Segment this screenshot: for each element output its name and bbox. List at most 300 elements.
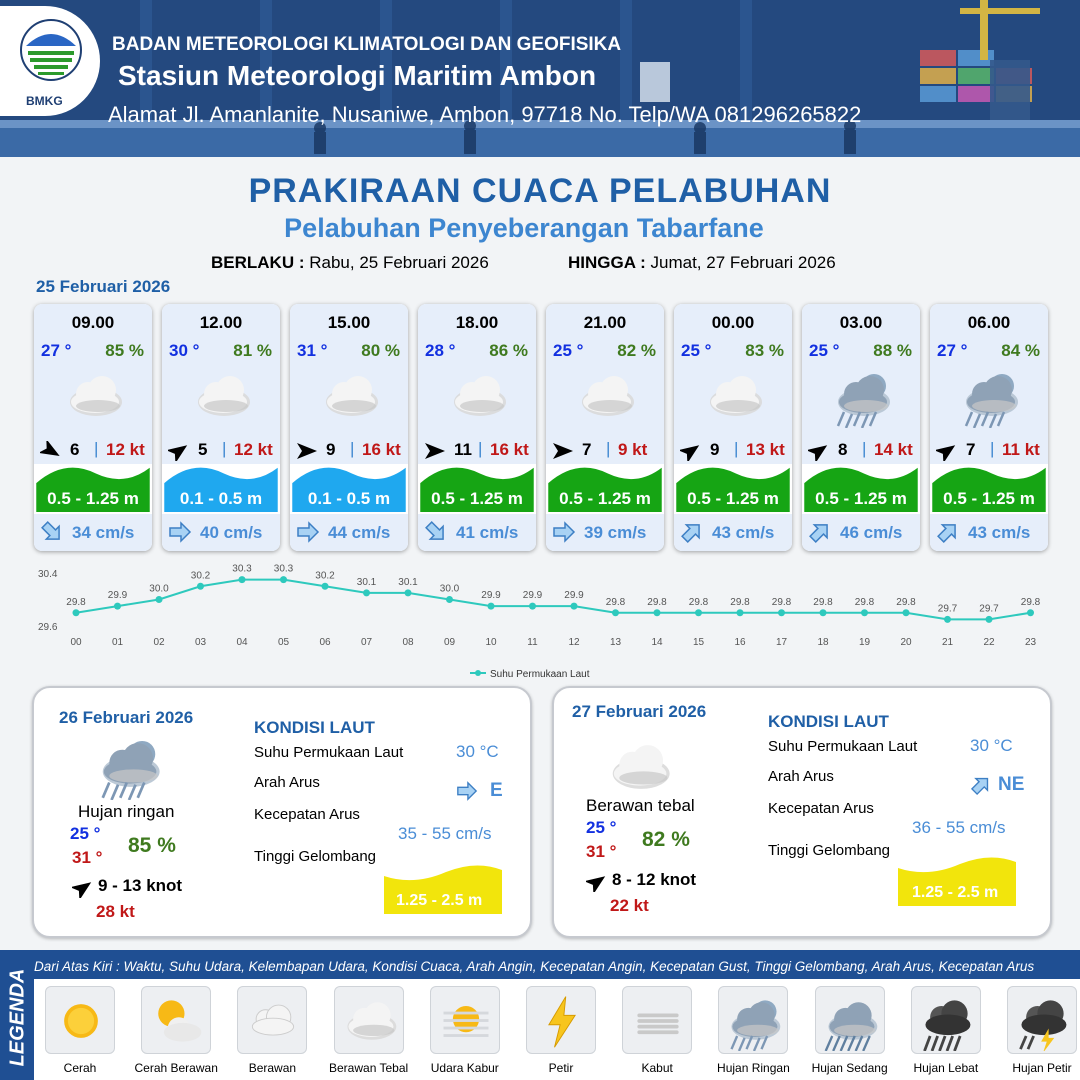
wind-arrow [552, 441, 574, 461]
data-point [239, 576, 246, 583]
x-tick-label: 19 [858, 637, 871, 648]
x-tick-label: 02 [153, 637, 165, 648]
air-temperature: 30 ° [169, 341, 200, 360]
port-name: Pelabuhan Penyeberangan Tabarfane [284, 213, 764, 243]
x-tick-label: 08 [402, 637, 414, 648]
legend-item [334, 986, 404, 1054]
gust-speed: 16 kt [362, 440, 401, 459]
data-point [114, 603, 121, 610]
forecast-time: 06.00 [967, 313, 1011, 332]
lightning-icon [532, 991, 592, 1051]
legend [0, 950, 1080, 1080]
forecast-time: 15.00 [327, 313, 371, 332]
overcast-icon [340, 991, 400, 1051]
current-direction-label: Arah Arus [254, 774, 320, 791]
wind-arrow [936, 441, 958, 461]
wave-height: 0.5 - 1.25 m [47, 489, 139, 508]
forecast-time: 12.00 [199, 313, 243, 332]
wind-speed: 7 [966, 440, 976, 459]
data-point [197, 583, 204, 590]
legend-title-box [6, 960, 30, 1075]
data-label: 29.8 [896, 596, 916, 608]
x-tick-label: 21 [941, 637, 954, 648]
x-tick-label: 03 [194, 637, 207, 648]
wind-direction-icon [586, 872, 608, 892]
legend-item [622, 986, 692, 1054]
current-arrow [296, 520, 320, 544]
current-row [34, 514, 152, 551]
x-tick-label: 15 [692, 637, 705, 648]
legend-item [526, 986, 596, 1054]
air-temperature: 31 ° [297, 341, 328, 360]
humidity: 80 % [361, 341, 400, 360]
wind-row [802, 438, 920, 464]
current-direction-value: E [490, 780, 503, 801]
current-direction-label: Arah Arus [768, 768, 834, 785]
x-tick-label: 14 [651, 637, 663, 648]
day1-date: 25 Februari 2026 [36, 277, 171, 296]
x-tick-label: 01 [111, 637, 124, 648]
separator: | [478, 439, 483, 458]
daily-weather-icon [604, 732, 674, 802]
x-tick-label: 09 [443, 637, 456, 648]
sea-condition-title: KONDISI LAUT [768, 712, 889, 731]
current-arrow [936, 520, 960, 544]
wind-direction-icon [40, 441, 62, 461]
data-label: 30.0 [149, 583, 169, 595]
current-speed: 34 cm/s [72, 523, 135, 542]
wave-height: 0.1 - 0.5 m [307, 489, 391, 508]
wind-direction-icon [552, 441, 574, 461]
data-point [737, 609, 744, 616]
data-label: 29.9 [107, 590, 128, 602]
wind-direction-icon [808, 441, 830, 461]
air-temperature: 28 ° [425, 341, 456, 360]
forecast-time: 03.00 [839, 313, 883, 332]
thunderstorm-icon [1013, 991, 1073, 1051]
daily-wind-speed: 8 - 12 knot [612, 870, 697, 889]
data-point [571, 603, 578, 610]
data-label: 29.8 [730, 596, 750, 608]
current-direction-icon [808, 520, 832, 544]
daily-wind-speed: 9 - 13 knot [98, 876, 183, 895]
gust-speed: 13 kt [746, 440, 785, 459]
legend-item [718, 986, 788, 1054]
legend-item [911, 986, 981, 1054]
legend-item-label: Hujan Sedang [811, 1061, 888, 1075]
x-tick-label: 16 [734, 637, 746, 648]
air-temperature: 25 ° [681, 341, 712, 360]
daily-min-temp: 25 ° [586, 818, 617, 837]
hourly-card [802, 304, 920, 551]
valid-to [568, 253, 836, 273]
x-tick-label: 06 [319, 637, 331, 648]
wind-arrow [168, 441, 190, 461]
humidity: 88 % [873, 341, 912, 360]
heavy-rain-icon [917, 991, 977, 1051]
data-point [820, 609, 827, 616]
data-point [654, 609, 661, 616]
x-tick-label: 00 [70, 637, 82, 648]
current-direction-icon [680, 520, 704, 544]
wind-arrow [296, 441, 318, 461]
data-label: 29.7 [979, 603, 999, 615]
current-speed: 43 cm/s [968, 523, 1031, 542]
x-tick-label: 07 [360, 637, 373, 648]
x-tick-label: 04 [236, 637, 248, 648]
y-tick-label: 30.4 [38, 569, 58, 580]
sea-condition-title: KONDISI LAUT [254, 718, 375, 737]
current-direction-icon [936, 520, 960, 544]
legend-item [815, 986, 885, 1054]
wind-row [162, 438, 280, 464]
sst-label: Suhu Permukaan Laut [254, 744, 404, 761]
x-tick-label: 12 [568, 637, 580, 648]
wave-height: 0.5 - 1.25 m [687, 489, 779, 508]
current-speed: 40 cm/s [200, 523, 263, 542]
fog-icon [628, 991, 688, 1051]
humidity: 85 % [105, 341, 144, 360]
separator: | [350, 439, 355, 458]
current-speed: 41 cm/s [456, 523, 519, 542]
overcast-icon [318, 364, 382, 428]
data-label: 29.8 [813, 596, 833, 608]
current-speed-label: Kecepatan Arus [254, 806, 360, 823]
data-label: 29.8 [854, 596, 875, 608]
daily-max-temp: 31 ° [586, 842, 617, 861]
current-row [802, 514, 920, 551]
weather-condition [190, 364, 254, 428]
current-direction-icon [296, 520, 320, 544]
wind-row [930, 438, 1048, 464]
current-arrow [680, 520, 704, 544]
legend-description: Dari Atas Kiri : Waktu, Suhu Udara, Kelembapan Udara, Kondisi Cuaca, Arah Angin, Kecepatan Angin, Kecepatan Gust, Tinggi Gelombang, Arah Arus, Kecepatan Arus [34, 959, 1035, 974]
series-line [76, 580, 1031, 620]
humidity: 81 % [233, 341, 272, 360]
wind-speed: 11 [454, 440, 472, 459]
humidity: 84 % [1001, 341, 1040, 360]
gust-speed: 9 kt [618, 440, 648, 459]
current-speed: 44 cm/s [328, 523, 391, 542]
weather-condition [958, 364, 1022, 428]
data-point [529, 603, 536, 610]
current-direction-icon [552, 520, 576, 544]
daily-wind-arrow [586, 872, 606, 890]
current-speed: 43 cm/s [712, 523, 775, 542]
bmkg-emblem-icon [20, 18, 82, 88]
data-label: 29.9 [564, 590, 584, 602]
data-point [322, 583, 329, 590]
weather-condition [446, 364, 510, 428]
legend-item-label: Berawan Tebal [329, 1061, 409, 1075]
x-tick-label: 23 [1024, 637, 1037, 648]
wind-speed: 7 [582, 440, 592, 459]
data-label: 29.9 [481, 590, 501, 602]
overcast-icon [62, 364, 126, 428]
daily-forecast-panel [552, 686, 1052, 938]
current-direction-icon [454, 780, 480, 802]
wind-direction-icon [936, 441, 958, 461]
air-temperature: 27 ° [41, 341, 72, 360]
y-tick-label: 29.6 [38, 622, 58, 633]
data-label: 30.3 [232, 563, 252, 575]
legend-item-label: Udara Kabur [430, 1061, 499, 1075]
moderate-rain-icon [821, 991, 881, 1051]
x-tick-label: 20 [900, 637, 912, 648]
overcast-icon [702, 364, 766, 428]
header-banner [0, 0, 1080, 157]
air-temperature: 25 ° [553, 341, 584, 360]
daily-condition: Hujan ringan [78, 802, 175, 821]
light-rain-icon [94, 730, 164, 800]
valid-from [211, 253, 489, 273]
separator: | [94, 439, 99, 458]
x-tick-label: 10 [485, 637, 497, 648]
legend-icons [34, 979, 1080, 1080]
hourly-card [418, 304, 536, 551]
light-rain-icon [958, 364, 1022, 428]
data-point [903, 609, 910, 616]
legend-item-label: Cerah [63, 1061, 97, 1075]
forecast-time: 18.00 [455, 313, 499, 332]
page-title: PRAKIRAAN CUACA PELABUHAN [248, 172, 832, 210]
sunny-icon [51, 991, 111, 1051]
current-direction-icon [168, 520, 192, 544]
overcast-icon [190, 364, 254, 428]
separator: | [862, 439, 867, 458]
data-point [1027, 609, 1034, 616]
legend-label: Suhu Permukaan Laut [490, 669, 590, 680]
x-tick-label: 11 [527, 637, 538, 648]
data-point [363, 589, 370, 596]
sst-value: 30 °C [456, 742, 499, 761]
data-label: 30.3 [273, 563, 294, 575]
legend-item [430, 986, 500, 1054]
air-temperature: 27 ° [937, 341, 968, 360]
hourly-card [546, 304, 664, 551]
current-row [290, 514, 408, 551]
data-point [156, 596, 163, 603]
gust-speed: 12 kt [106, 440, 145, 459]
wind-direction-icon [168, 441, 190, 461]
separator: | [990, 439, 995, 458]
overcast-icon [574, 364, 638, 428]
wave-height: 0.5 - 1.25 m [943, 489, 1035, 508]
current-speed-value: 35 - 55 cm/s [398, 824, 492, 843]
wind-direction-icon [680, 441, 702, 461]
data-label: 29.8 [647, 596, 667, 608]
valid-to-label: HINGGA : [568, 253, 646, 272]
separator: | [606, 439, 611, 458]
sst-label: Suhu Permukaan Laut [768, 738, 918, 755]
current-row [546, 514, 664, 551]
daily-weather-icon [94, 730, 164, 800]
wind-direction-icon [424, 441, 446, 461]
legend-item-label: Petir [548, 1061, 574, 1075]
gust-speed: 12 kt [234, 440, 273, 459]
daily-humidity: 85 % [128, 834, 176, 857]
hourly-card [162, 304, 280, 551]
x-tick-label: 17 [775, 637, 788, 648]
data-label: 29.9 [522, 590, 543, 602]
wind-speed: 9 [710, 440, 720, 459]
weather-condition [702, 364, 766, 428]
data-point [778, 609, 785, 616]
daily-forecast-panel [32, 686, 532, 938]
wave-height: 0.1 - 0.5 m [179, 489, 263, 508]
daily-gust: 28 kt [96, 902, 135, 921]
gust-speed: 14 kt [874, 440, 913, 459]
current-speed-value: 36 - 55 cm/s [912, 818, 1006, 837]
daily-condition: Berawan tebal [586, 796, 695, 815]
valid-to-value: Jumat, 27 Februari 2026 [650, 253, 836, 272]
legend-title: LEGENDA [6, 968, 29, 1067]
legend-item [45, 986, 115, 1054]
weather-condition [318, 364, 382, 428]
forecast-time: 09.00 [71, 313, 115, 332]
legend-item-label: Hujan Petir [1012, 1061, 1072, 1075]
data-label: 30.1 [398, 576, 418, 588]
current-direction-icon [968, 774, 994, 796]
daily-date: 26 Februari 2026 [59, 708, 194, 727]
humidity: 86 % [489, 341, 528, 360]
daily-min-temp: 25 ° [70, 824, 101, 843]
daily-humidity: 82 % [642, 828, 690, 851]
data-label: 29.8 [66, 596, 86, 608]
daily-max-temp: 31 ° [72, 848, 103, 867]
x-tick-label: 05 [277, 637, 290, 648]
current-direction-value: NE [998, 774, 1025, 795]
data-point [861, 609, 868, 616]
humidity: 83 % [745, 341, 784, 360]
current-arrow [808, 520, 832, 544]
data-label: 29.7 [937, 603, 958, 615]
overcast-icon [604, 732, 674, 802]
wave-height-label: Tinggi Gelombang [768, 842, 891, 859]
valid-from-label: BERLAKU : [211, 253, 305, 272]
current-row [674, 514, 792, 551]
cloudy-icon [243, 991, 303, 1051]
daily-current-arrow [968, 774, 994, 796]
station-address: Alamat Jl. Amanlanite, Nusaniwe, Ambon, 97718 No. Telp/WA 081296265822 [108, 102, 862, 127]
wind-arrow [680, 441, 702, 461]
daily-wave-height: 1.25 - 2.5 m [396, 892, 483, 909]
valid-from-value: Rabu, 25 Februari 2026 [309, 253, 489, 272]
wind-row [546, 438, 664, 464]
wind-speed: 5 [198, 440, 208, 459]
forecast-time: 00.00 [711, 313, 755, 332]
wind-arrow [808, 441, 830, 461]
wind-row [290, 438, 408, 464]
current-speed-label: Kecepatan Arus [768, 800, 874, 817]
light-rain-icon [830, 364, 894, 428]
daily-current-arrow [454, 780, 480, 802]
wind-row [674, 438, 792, 464]
current-arrow [168, 520, 192, 544]
legend-item [1007, 986, 1077, 1054]
station-name: Stasiun Meteorologi Maritim Ambon [118, 60, 597, 91]
light-rain-icon [724, 991, 784, 1051]
legend-item-label: Cerah Berawan [134, 1061, 218, 1075]
current-arrow [40, 520, 64, 544]
wind-arrow [40, 441, 62, 461]
humidity: 82 % [617, 341, 656, 360]
data-point [944, 616, 951, 623]
wave-height: 0.5 - 1.25 m [431, 489, 523, 508]
legend-item-label: Kabut [641, 1061, 673, 1075]
x-tick-label: 13 [609, 637, 622, 648]
current-arrow [424, 520, 448, 544]
daily-wave-height: 1.25 - 2.5 m [912, 884, 999, 901]
weather-condition [62, 364, 126, 428]
current-arrow [552, 520, 576, 544]
haze-icon [436, 991, 496, 1051]
wave-height: 0.5 - 1.25 m [559, 489, 651, 508]
data-label: 29.8 [688, 596, 709, 608]
current-direction-icon [424, 520, 448, 544]
data-point [446, 596, 453, 603]
weather-condition [574, 364, 638, 428]
air-temperature: 25 ° [809, 341, 840, 360]
wind-speed: 8 [838, 440, 848, 459]
hourly-card [34, 304, 152, 551]
wind-row [34, 438, 152, 464]
current-row [418, 514, 536, 551]
wind-arrow [424, 441, 446, 461]
bmkg-logo-text: BMKG [26, 94, 63, 108]
data-point [986, 616, 993, 623]
legend-item-label: Hujan Lebat [913, 1061, 979, 1075]
wind-row [418, 438, 536, 464]
hourly-card [674, 304, 792, 551]
wind-direction-icon [296, 441, 318, 461]
legend-swatch-dot [475, 670, 481, 676]
separator: | [734, 439, 739, 458]
forecast-time: 21.00 [583, 313, 627, 332]
data-point [73, 609, 80, 616]
daily-date: 27 Februari 2026 [572, 702, 707, 721]
gust-speed: 16 kt [490, 440, 529, 459]
partly-sunny-icon [147, 991, 207, 1051]
legend-item-label: Berawan [248, 1061, 297, 1075]
separator: | [222, 439, 227, 458]
sst-value: 30 °C [970, 736, 1013, 755]
data-point [488, 603, 495, 610]
data-point [612, 609, 619, 616]
data-label: 29.8 [771, 596, 792, 608]
current-speed: 39 cm/s [584, 523, 647, 542]
wind-direction-icon [72, 878, 94, 898]
data-label: 30.0 [439, 583, 460, 595]
data-label: 29.8 [1020, 596, 1041, 608]
data-label: 30.2 [190, 570, 211, 582]
wind-speed: 6 [70, 440, 80, 459]
data-point [405, 589, 412, 596]
current-row [162, 514, 280, 551]
weather-condition [830, 364, 894, 428]
hourly-card [930, 304, 1048, 551]
hourly-card [290, 304, 408, 551]
current-row [930, 514, 1048, 551]
current-direction-icon [40, 520, 64, 544]
wave-height-label: Tinggi Gelombang [254, 848, 377, 865]
agency-name: BADAN METEOROLOGI KLIMATOLOGI DAN GEOFISIKA [112, 34, 622, 55]
sea-surface-temperature-chart [30, 560, 1070, 685]
daily-wind-arrow [72, 878, 92, 896]
data-label: 30.1 [356, 576, 377, 588]
legend-item-label: Hujan Ringan [717, 1061, 790, 1075]
current-speed: 46 cm/s [840, 523, 903, 542]
